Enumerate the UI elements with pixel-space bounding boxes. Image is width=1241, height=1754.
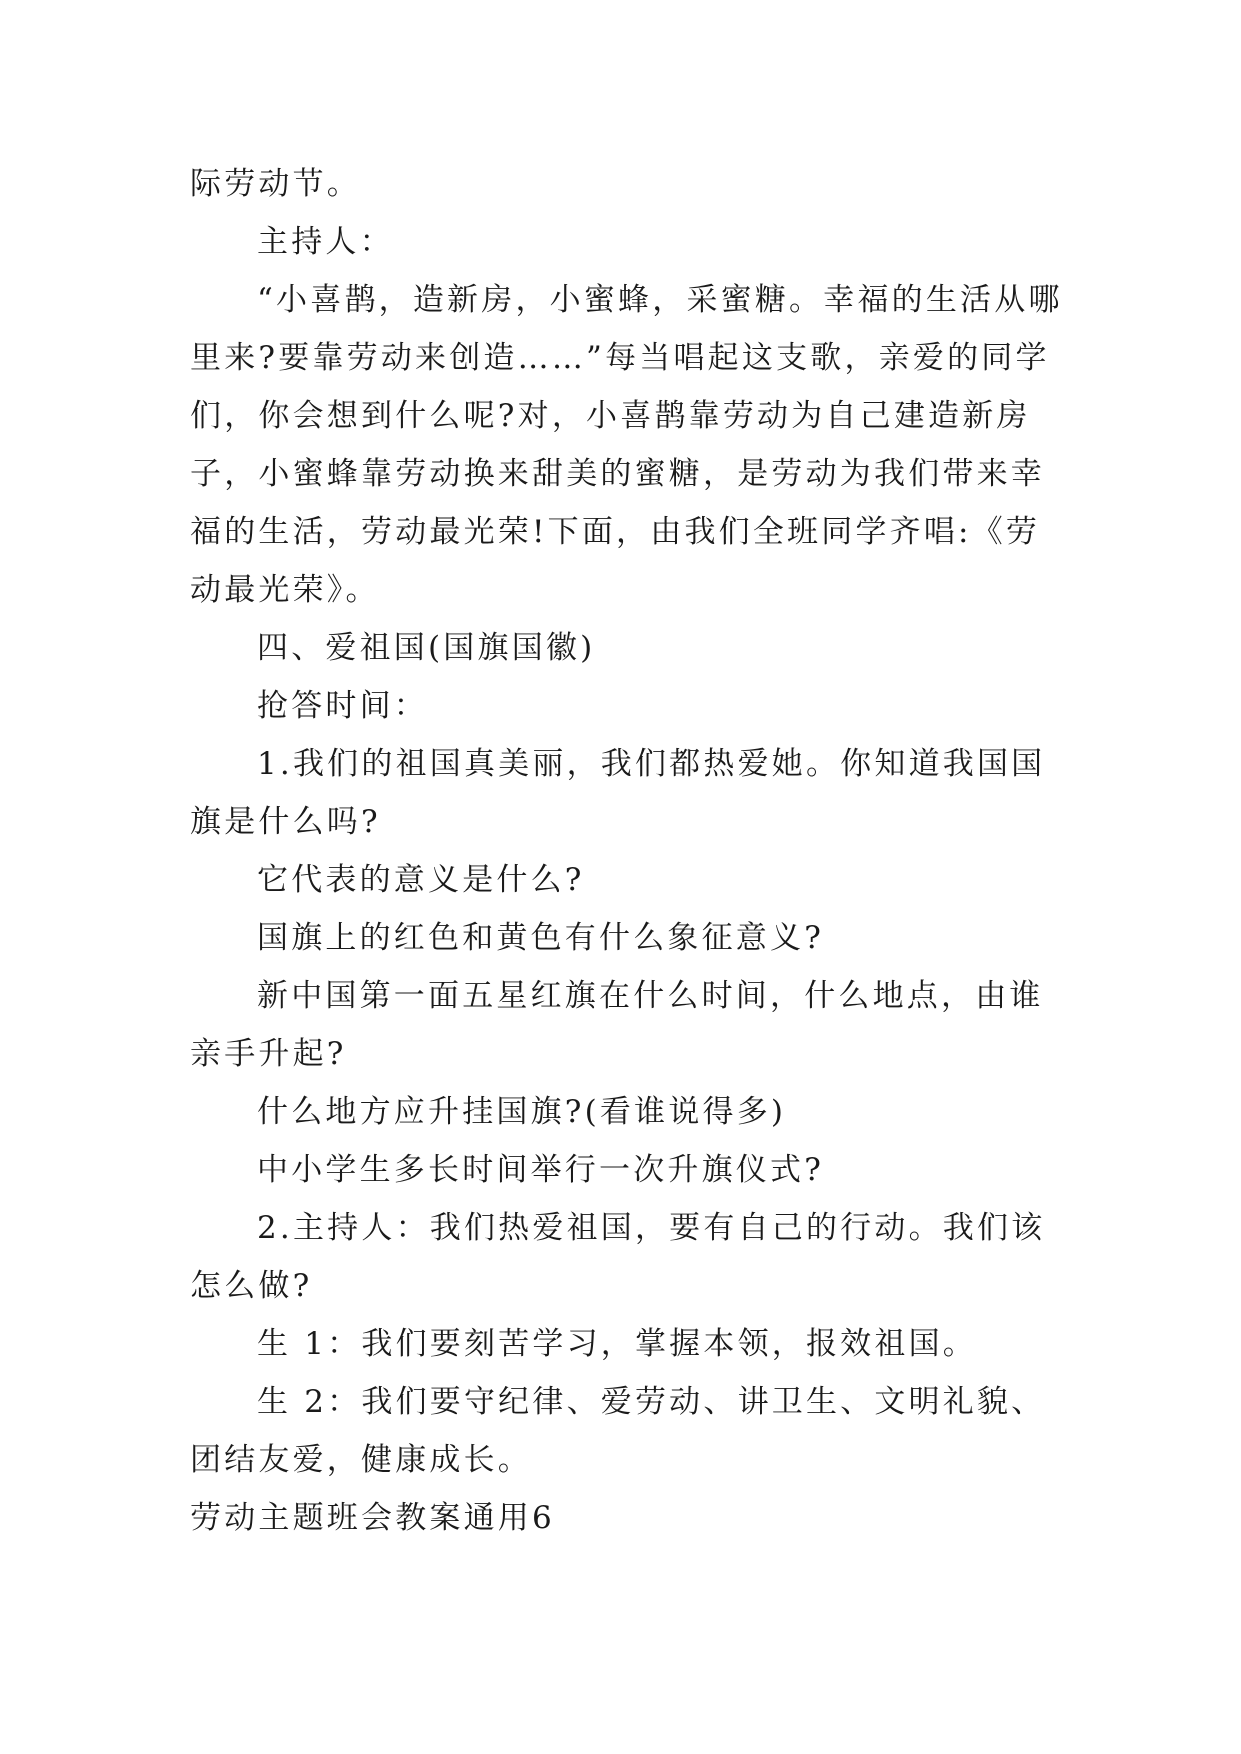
- question-1: 1.我们的祖国真美丽，我们都热爱她。你知道我国国旗是什么吗?: [190, 746, 1046, 840]
- question-3: 国旗上的红色和黄色有什么象征意义?: [257, 920, 825, 956]
- question-5: 什么地方应升挂国旗?(看谁说得多): [257, 1094, 787, 1130]
- document-body: [190, 155, 1065, 1547]
- section-heading: 四、爱祖国(国旗国徽): [257, 630, 596, 666]
- host-prompt: 2.主持人：我们热爱祖国，要有自己的行动。我们该怎么做?: [190, 1210, 1046, 1304]
- student-answer-2: 生 2：我们要守纪律、爱劳动、讲卫生、文明礼貌、团结友爱，健康成长。: [190, 1384, 1046, 1478]
- student-answer-1: 生 1：我们要刻苦学习，掌握本领，报效祖国。: [257, 1326, 977, 1362]
- paragraph-3: “小喜鹊，造新房，小蜜蜂，采蜜糖。幸福的生活从哪里来?要靠劳动来创造……”每当唱起这支歌，亲爱的同学们，你会想到什么呢?对，小喜鹊靠劳动为自己建造新房子，小蜜蜂靠劳动换来甜美的蜜糖，是劳动为我们带来幸福的生活，劳动最光荣!下面，由我们全班同学齐唱:《劳动最光荣》。: [190, 282, 1063, 608]
- next-section-title: 劳动主题班会教案通用6: [190, 1500, 555, 1536]
- question-6: 中小学生多长时间举行一次升旗仪式?: [257, 1152, 825, 1188]
- paragraph-1: 际劳动节。: [190, 166, 361, 202]
- question-2: 它代表的意义是什么?: [257, 862, 585, 898]
- paragraph-5: 抢答时间：: [257, 688, 428, 724]
- question-4: 新中国第一面五星红旗在什么时间，什么地点，由谁亲手升起?: [190, 978, 1044, 1072]
- paragraph-2: 主持人：: [257, 224, 394, 260]
